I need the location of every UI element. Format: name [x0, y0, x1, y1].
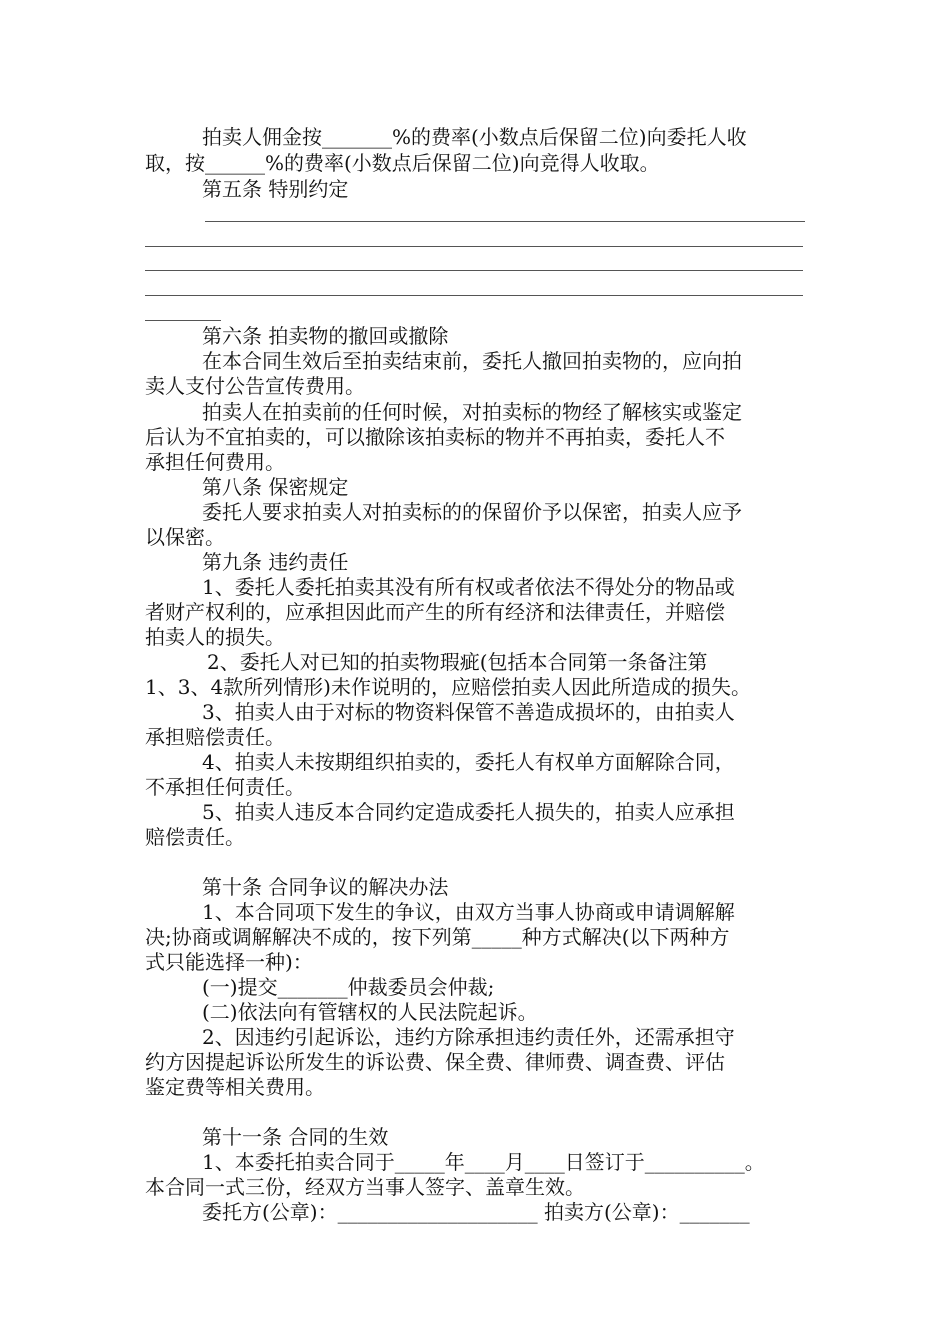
- paragraph-line: 拍卖人在拍卖前的任何时候，对拍卖标的物经了解核实或鉴定: [202, 400, 742, 424]
- paragraph-line: 5、拍卖人违反本合同约定造成委托人损失的，拍卖人应承担: [202, 800, 735, 824]
- article-9-heading: 第九条 违约责任: [202, 550, 349, 574]
- paragraph-line: 在本合同生效后至拍卖结束前，委托人撤回拍卖物的，应向拍: [202, 349, 742, 373]
- paragraph-line: 1、本合同项下发生的争议，由双方当事人协商或申请调解解: [202, 900, 735, 924]
- article-6-heading: 第六条 拍卖物的撤回或撤除: [202, 324, 449, 348]
- signature-line: 委托方(公章)：____________________ 拍卖方(公章)：_______: [202, 1200, 750, 1224]
- paragraph-line: 鉴定费等相关费用。: [145, 1075, 325, 1099]
- paragraph-line: 1、委托人委托拍卖其没有所有权或者依法不得处分的物品或: [202, 575, 735, 599]
- paragraph-line: 决;协商或调解解决不成的，按下列第_____种方式解决(以下两种方: [145, 925, 730, 949]
- paragraph-line: 1、3、4款所列情形)未作说明的，应赔偿拍卖人因此所造成的损失。: [145, 675, 751, 699]
- paragraph-line: 本合同一式三份，经双方当事人签字、盖章生效。: [145, 1175, 585, 1199]
- paragraph-line: (二)依法向有管辖权的人民法院起诉。: [202, 1000, 538, 1024]
- paragraph-line: 约方因提起诉讼所发生的诉讼费、保全费、律师费、调查费、评估: [145, 1050, 725, 1074]
- commission-line-2: 取，按______%的费率(小数点后保留二位)向竞得人收取。: [145, 151, 660, 175]
- paragraph-line: 1、本委托拍卖合同于_____年____月____日签订于__________。: [202, 1150, 765, 1174]
- paragraph-line: 承担任何费用。: [145, 450, 285, 474]
- paragraph-line: 不承担任何责任。: [145, 775, 305, 799]
- paragraph-line: 3、拍卖人由于对标的物资料保管不善造成损坏的，由拍卖人: [202, 700, 735, 724]
- paragraph-line: 承担赔偿责任。: [145, 725, 285, 749]
- paragraph-line: 拍卖人的损失。: [145, 625, 285, 649]
- paragraph-line: 以保密。: [145, 525, 225, 549]
- blank-line: [145, 295, 803, 296]
- article-11-heading: 第十一条 合同的生效: [202, 1125, 389, 1149]
- paragraph-line: 卖人支付公告宣传费用。: [145, 374, 365, 398]
- blank-line: [145, 246, 803, 247]
- paragraph-line: 赔偿责任。: [145, 825, 245, 849]
- paragraph-line: 4、拍卖人未按期组织拍卖的，委托人有权单方面解除合同，: [202, 750, 735, 774]
- article-10-heading: 第十条 合同争议的解决办法: [202, 875, 449, 899]
- paragraph-line: (一)提交_______仲裁委员会仲裁;: [202, 975, 495, 999]
- article-5-heading: 第五条 特别约定: [202, 177, 349, 201]
- paragraph-line: 后认为不宜拍卖的，可以撤除该拍卖标的物并不再拍卖，委托人不: [145, 425, 725, 449]
- blank-line: [205, 221, 805, 222]
- paragraph-line: 委托人要求拍卖人对拍卖标的的保留价予以保密，拍卖人应予: [202, 500, 742, 524]
- blank-line: [145, 320, 221, 321]
- blank-line: [145, 270, 803, 271]
- paragraph-line: 者财产权利的，应承担因此而产生的所有经济和法律责任，并赔偿: [145, 600, 725, 624]
- commission-line-1: 拍卖人佣金按_______%的费率(小数点后保留二位)向委托人收: [202, 125, 747, 149]
- paragraph-line: 式只能选择一种)：: [145, 950, 313, 974]
- paragraph-line: 2、委托人对已知的拍卖物瑕疵(包括本合同第一条备注第: [207, 650, 708, 674]
- paragraph-line: 2、因违约引起诉讼，违约方除承担违约责任外，还需承担守: [202, 1025, 735, 1049]
- article-8-heading: 第八条 保密规定: [202, 475, 349, 499]
